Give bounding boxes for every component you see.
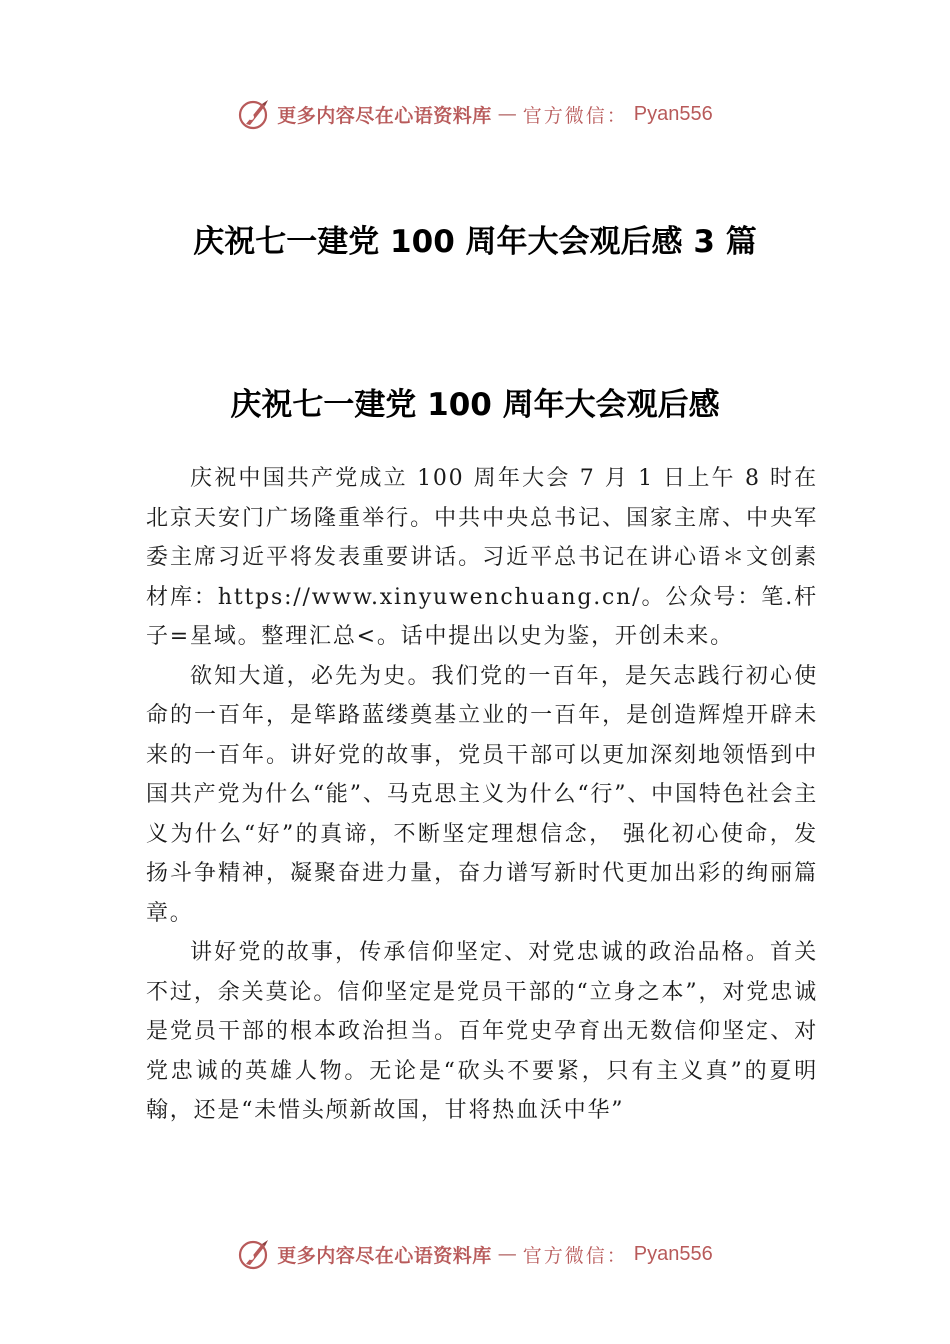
banner-wechat-label: 官方微信： xyxy=(522,1244,628,1267)
header-banner xyxy=(0,94,950,134)
footer-banner xyxy=(0,1234,950,1274)
banner-dash: — xyxy=(497,1243,517,1265)
paragraph: 讲好党的故事，传承信仰坚定、对党忠诚的政治品格。首关不过，余关莫论。信仰坚定是党员干部的“立身之本”，对党忠诚是党员干部的根本政治担当。百年党史孕育出无数信仰坚定、对党忠诚的英雄人物。无论是“砍头不要紧，只有主义真”的夏明翰，还是“未惜头颅新故国，甘将热血沃中华” xyxy=(146,940,818,1123)
section-title: 庆祝七一建党 100 周年大会观后感 xyxy=(230,387,720,423)
banner-wechat-id: Pyan556 xyxy=(633,1242,713,1265)
document-title: 庆祝七一建党 100 周年大会观后感 3 篇 xyxy=(193,224,757,260)
quill-pen-logo-icon xyxy=(237,1237,271,1271)
document-body xyxy=(146,459,818,1131)
paragraph: 欲知大道，必先为史。我们党的一百年，是矢志践行初心使命的一百年，是筚路蓝缕奠基立业的一百年，是创造辉煌开辟未来的一百年。讲好党的故事，党员干部可以更加深刻地领悟到中国共产党为什么“能”、马克思主义为什么“行”、中国特色社会主义为什么“好”的真谛，不断坚定理想信念， 强化初心使命，发扬斗争精神，凝聚奋进力量，奋力谱写新时代更加出彩的绚丽篇章。 xyxy=(146,663,818,926)
paragraph: 庆祝中国共产党成立 100 周年大会 7 月 1 日上午 8 时在北京天安门广场隆重举行。中共中央总书记、国家主席、中央军委主席习近平将发表重要讲话。习近平总书记在讲心语＊文创素材库：https://www.xinyuwenchuang.cn/。公众号：笔.杆子=星域。整理汇总<。话中提出以史为鉴，开创未来。 xyxy=(146,466,818,649)
banner-wechat-id: Pyan556 xyxy=(633,102,713,125)
banner-text: 更多内容尽在心语资料库 xyxy=(277,1244,492,1267)
banner-text: 更多内容尽在心语资料库 xyxy=(277,104,492,127)
quill-pen-logo-icon xyxy=(237,97,271,131)
banner-wechat-label: 官方微信： xyxy=(522,104,628,127)
banner-dash: — xyxy=(497,103,517,125)
